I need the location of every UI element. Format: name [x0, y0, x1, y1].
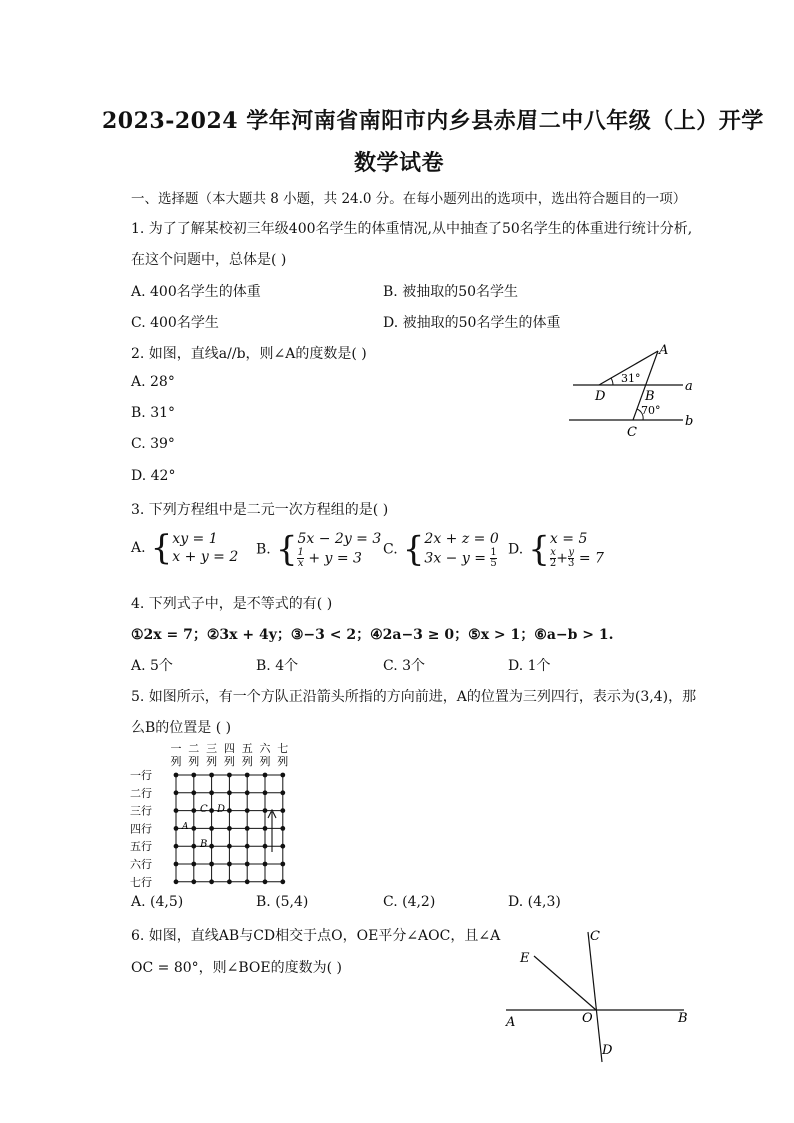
- q1-stem-line-1: 1. 为了了解某校初三年级400名学生的体重情况,从中抽查了50名学生的体重进行统计分析,: [131, 221, 693, 237]
- q3-d-eq2-rest: = 7: [578, 550, 604, 567]
- q3-c-frac-den: 5: [490, 558, 497, 569]
- grid-dot: [245, 808, 250, 813]
- grid-row-label: 三行: [130, 804, 152, 818]
- q3-stem: 3. 下列方程组中是二元一次方程组的是( ): [131, 502, 389, 518]
- point-label-e: E: [520, 951, 530, 966]
- grid-dot: [263, 862, 268, 867]
- grid-dot: [191, 790, 196, 795]
- q2-figure: [565, 340, 705, 440]
- q3-a-eq1: xy = 1: [172, 531, 218, 547]
- title-line-1: 2023-2024 学年河南省南阳市内乡县赤眉二中八年级（上）开学: [102, 108, 764, 134]
- grid-dot: [209, 790, 214, 795]
- grid-column-label-top: 二: [188, 742, 200, 755]
- point-label-d: D: [595, 389, 606, 404]
- q3-d-frac2-den: 3: [568, 558, 575, 569]
- grid-dot: [191, 773, 196, 778]
- grid-dot: [174, 844, 179, 849]
- q3-option-d-label: D.: [508, 541, 524, 558]
- q5-option-b: B. (5,4): [256, 894, 309, 910]
- q3-option-b-label: B.: [256, 541, 271, 558]
- grid-dot: [174, 773, 179, 778]
- q3-d-frac1-den: 2: [549, 558, 557, 569]
- q1-stem-line-2: 在这个问题中，总体是( ): [131, 252, 287, 268]
- grid-column-label-top: 三: [206, 742, 218, 755]
- grid-dot: [191, 844, 196, 849]
- point-label-c: C: [590, 929, 600, 944]
- grid-dot: [174, 879, 179, 884]
- q3-a-eq2: x + y = 2: [172, 549, 239, 565]
- grid-dot: [227, 844, 232, 849]
- grid-row-label: 五行: [130, 840, 152, 854]
- q3-option-a: A. { xy = 1 x + y = 2: [131, 528, 239, 568]
- point-label-a: A: [506, 1015, 516, 1030]
- grid-row-label: 六行: [130, 858, 152, 871]
- q3-d-frac2-num: y: [568, 547, 575, 558]
- grid-column-label-bottom: 列: [277, 755, 289, 768]
- q1-option-a: A. 400名学生的体重: [131, 284, 261, 300]
- point-label-a: A: [659, 343, 669, 358]
- q4-option-a: A. 5个: [131, 658, 173, 674]
- q6-stem-line-1: 6. 如图，直线AB与CD相交于点O，OE平分∠AOC，且∠A: [131, 928, 501, 944]
- section-heading: 一、选择题（本大题共 8 小题，共 24.0 分。在每小题列出的选项中，选出符合题目的一项）: [131, 191, 687, 207]
- q6-stem-line-2: OC = 80°，则∠BOE的度数为( ): [131, 960, 342, 976]
- q3-c-eq2: 3x − y =: [424, 550, 486, 567]
- q3-b-eq2-rest: + y = 3: [308, 550, 362, 567]
- q3-b-frac-num: 1: [297, 547, 304, 558]
- grid-dot: [191, 826, 196, 831]
- q3-b-eq1: 5x − 2y = 3: [297, 531, 382, 547]
- grid-dot: [227, 862, 232, 867]
- grid-dot: [174, 862, 179, 867]
- q5-option-a: A. (4,5): [131, 894, 184, 910]
- grid-dot: [191, 879, 196, 884]
- grid-column-label-top: 一: [170, 742, 182, 755]
- grid-dot: [245, 862, 250, 867]
- grid-label-a: A: [182, 822, 189, 832]
- grid-dot: [280, 862, 285, 867]
- grid-dot: [209, 808, 214, 813]
- q2-option-c: C. 39°: [131, 436, 175, 452]
- q4-option-b: B. 4个: [256, 658, 299, 674]
- q1-option-d: D. 被抽取的50名学生的体重: [383, 315, 561, 331]
- q5-option-d: D. (4,3): [508, 894, 561, 910]
- q1-option-b: B. 被抽取的50名学生: [383, 284, 519, 300]
- angle-label-70: 70°: [641, 404, 661, 417]
- grid-dot: [245, 773, 250, 778]
- line-label-a: a: [685, 379, 693, 394]
- grid-column-label-bottom: 列: [170, 755, 182, 768]
- grid-dot: [280, 773, 285, 778]
- grid-dot: [191, 808, 196, 813]
- q3-d-eq1: x = 5: [549, 531, 588, 547]
- q3-option-b: B. { 5x − 2y = 3 $\frac{1}{x}$ + y = 3: [256, 529, 382, 570]
- q3-option-a-label: A.: [131, 540, 146, 556]
- grid-column-label-bottom: 列: [241, 755, 253, 768]
- ray-oe: [534, 956, 596, 1010]
- line-label-b: b: [685, 414, 694, 429]
- grid-dot: [280, 790, 285, 795]
- grid-label-c: C: [200, 804, 208, 815]
- grid-dot: [263, 879, 268, 884]
- grid-column-label-top: 四: [223, 742, 235, 755]
- q3-option-c-label: C.: [383, 541, 398, 558]
- grid-dot: [174, 790, 179, 795]
- grid-row-label: 七行: [130, 875, 152, 889]
- grid-label-d: D: [217, 804, 226, 815]
- q3-d-frac1-num: x: [550, 547, 556, 558]
- q2-option-a: A. 28°: [131, 374, 175, 390]
- grid-dot: [280, 808, 285, 813]
- grid-dot: [280, 844, 285, 849]
- point-label-c: C: [627, 425, 637, 440]
- grid-column-label-bottom: 列: [259, 755, 271, 768]
- grid-dot: [280, 879, 285, 884]
- q4-option-d: D. 1个: [508, 658, 551, 674]
- grid-dot: [209, 844, 214, 849]
- point-label-b: B: [678, 1011, 688, 1026]
- grid-label-b: B: [200, 839, 208, 850]
- point-label-d: D: [602, 1043, 613, 1058]
- q3-b-frac-den: x: [297, 558, 304, 569]
- angle-arc-31: [611, 378, 613, 385]
- grid-dot: [227, 808, 232, 813]
- q3-option-d: D. { x = 5 $\frac{x}{2}$ + $\frac{y}{3}$ = 7: [508, 529, 604, 570]
- q3-option-c: C. { 2x + z = 0 3x − y = $\frac{1}{5}$: [383, 529, 499, 570]
- q4-stem: 4. 下列式子中，是不等式的有( ): [131, 596, 333, 612]
- grid-dot: [209, 879, 214, 884]
- q5-grid-figure: [126, 740, 289, 889]
- grid-column-label-top: 六: [259, 742, 271, 755]
- grid-dot: [209, 862, 214, 867]
- title-line-2: 数学试卷: [354, 150, 445, 176]
- grid-dot: [227, 826, 232, 831]
- grid-column-label-bottom: 列: [223, 755, 235, 768]
- grid-column-label-top: 五: [241, 742, 253, 755]
- grid-dot: [263, 790, 268, 795]
- grid-dot: [280, 826, 285, 831]
- q2-stem: 2. 如图，直线a//b，则∠A的度数是( ): [131, 346, 367, 362]
- grid-column-label-bottom: 列: [188, 755, 200, 768]
- grid-dot: [191, 862, 196, 867]
- q4-items: ①2x = 7；②3x + 4y；③−3 < 2；④2a−3 ≥ 0；⑤x > 1；⑥a−b > 1.: [131, 627, 614, 643]
- q2-option-d: D. 42°: [131, 468, 176, 484]
- grid-dot: [263, 773, 268, 778]
- grid-dot: [263, 844, 268, 849]
- q3-c-frac-num: 1: [490, 547, 497, 558]
- q5-stem-line-1: 5. 如图所示，有一个方队正沿箭头所指的方向前进，A的位置为三列四行，表示为(3,4)，那: [131, 689, 697, 705]
- point-label-b: B: [645, 389, 655, 404]
- q3-c-eq1: 2x + z = 0: [424, 531, 499, 547]
- grid-dot: [263, 808, 268, 813]
- q5-stem-line-2: 么B的位置是 ( ): [131, 720, 232, 736]
- grid-row-label: 四行: [130, 822, 152, 836]
- grid-column-label-top: 七: [277, 742, 289, 755]
- grid-dot: [209, 773, 214, 778]
- q6-figure: [498, 922, 698, 1072]
- grid-dot: [174, 808, 179, 813]
- grid-dot: [227, 773, 232, 778]
- q4-option-c: C. 3个: [383, 658, 426, 674]
- grid-dot: [245, 790, 250, 795]
- q1-option-c: C. 400名学生: [131, 315, 219, 331]
- angle-label-31: 31°: [621, 372, 641, 385]
- q2-option-b: B. 31°: [131, 405, 176, 421]
- grid-row-label: 二行: [130, 786, 152, 800]
- grid-dot: [263, 826, 268, 831]
- grid-dot: [227, 790, 232, 795]
- grid-dot: [227, 879, 232, 884]
- q5-option-c: C. (4,2): [383, 894, 436, 910]
- grid-dot: [245, 826, 250, 831]
- grid-row-label: 一行: [130, 769, 152, 782]
- grid-column-label-bottom: 列: [206, 755, 218, 768]
- line-cd: [588, 932, 602, 1062]
- point-label-o: O: [582, 1011, 593, 1026]
- grid-dot: [174, 826, 179, 831]
- grid-dot: [245, 844, 250, 849]
- grid-dot: [209, 826, 214, 831]
- grid-dot: [245, 879, 250, 884]
